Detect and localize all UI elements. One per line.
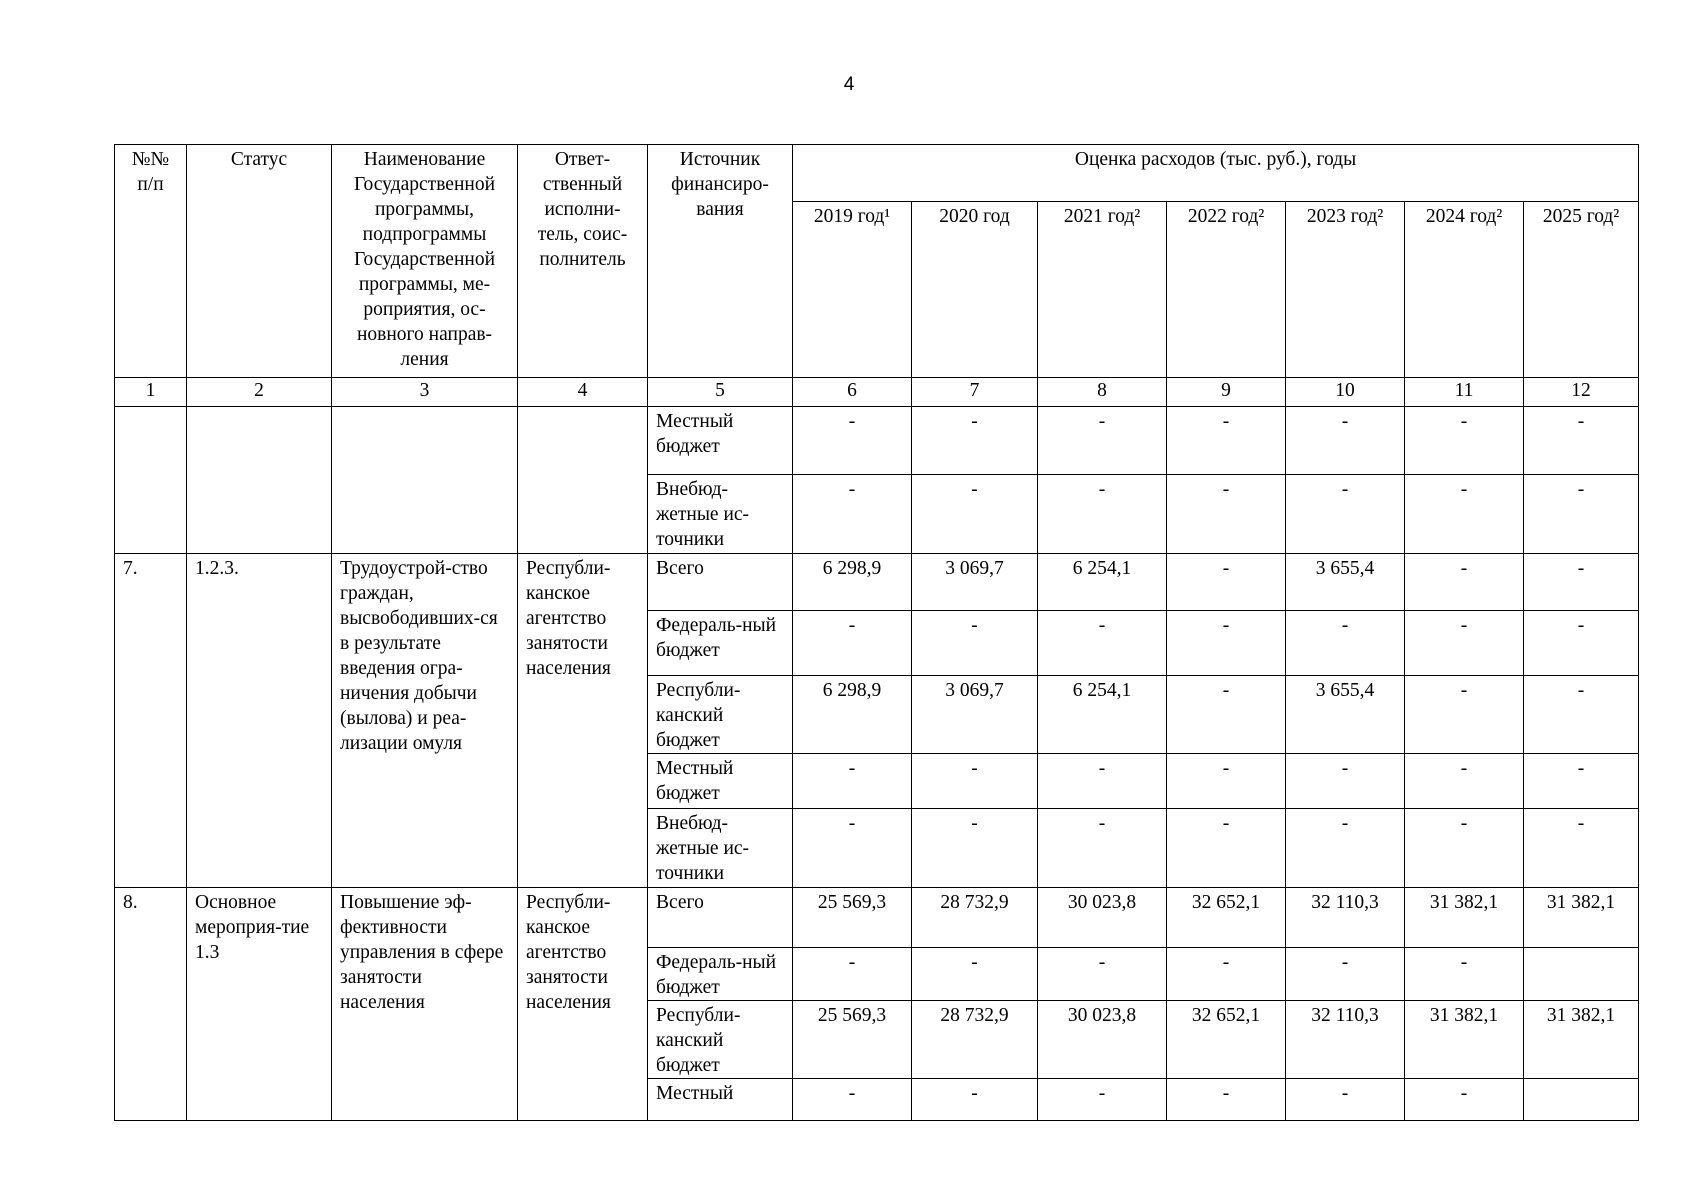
column-number: 12 — [1524, 378, 1639, 407]
value-cell: 25 569,3 — [793, 888, 912, 948]
value-cell: - — [1405, 948, 1524, 1001]
value-cell: 3 069,7 — [912, 554, 1038, 611]
funding-source: Республи-канский бюджет — [648, 676, 793, 754]
funding-source: Всего — [648, 888, 793, 948]
cell-empty — [332, 407, 518, 554]
value-cell: - — [793, 754, 912, 809]
value-cell: 31 382,1 — [1405, 888, 1524, 948]
value-cell: 3 655,4 — [1286, 554, 1405, 611]
value-cell: - — [793, 948, 912, 1001]
header-year: 2022 год² — [1167, 202, 1286, 378]
value-cell: - — [1038, 475, 1167, 554]
value-cell: 31 382,1 — [1524, 888, 1639, 948]
value-cell: 31 382,1 — [1405, 1001, 1524, 1079]
value-cell: 32 110,3 — [1286, 1001, 1405, 1079]
value-cell: 25 569,3 — [793, 1001, 912, 1079]
value-cell: - — [1405, 809, 1524, 888]
value-cell: 32 652,1 — [1167, 888, 1286, 948]
header-year: 2023 год² — [1286, 202, 1405, 378]
value-cell: - — [1405, 1079, 1524, 1121]
value-cell: - — [1167, 1079, 1286, 1121]
value-cell: - — [1167, 554, 1286, 611]
value-cell: - — [1405, 407, 1524, 475]
program-name: Повышение эф-фективности управления в сфере занятости населения — [332, 888, 518, 1121]
funding-source: Внебюд-жетные ис-точники — [648, 475, 793, 554]
responsible-executor: Республи-канское агентство занятости населения — [518, 554, 648, 888]
funding-source: Федераль-ный бюджет — [648, 611, 793, 676]
value-cell: 30 023,8 — [1038, 888, 1167, 948]
value-cell: 28 732,9 — [912, 888, 1038, 948]
value-cell: - — [912, 611, 1038, 676]
cell-empty — [518, 407, 648, 554]
column-number: 7 — [912, 378, 1038, 407]
value-cell: - — [1167, 611, 1286, 676]
header-year: 2020 год — [912, 202, 1038, 378]
funding-source: Местный бюджет — [648, 754, 793, 809]
value-cell: 31 382,1 — [1524, 1001, 1639, 1079]
value-cell: - — [912, 407, 1038, 475]
value-cell: - — [1286, 475, 1405, 554]
value-cell: - — [1167, 676, 1286, 754]
value-cell: 6 298,9 — [793, 554, 912, 611]
value-cell: - — [912, 754, 1038, 809]
column-number: 10 — [1286, 378, 1405, 407]
value-cell: - — [1038, 948, 1167, 1001]
column-number: 1 — [115, 378, 187, 407]
expense-table — [114, 144, 1639, 1121]
value-cell: 3 655,4 — [1286, 676, 1405, 754]
row-status: Основное мероприя-тие 1.3 — [187, 888, 332, 1121]
funding-source: Всего — [648, 554, 793, 611]
value-cell: - — [1405, 554, 1524, 611]
value-cell: - — [1286, 809, 1405, 888]
value-cell: - — [1167, 754, 1286, 809]
value-cell: - — [1286, 1079, 1405, 1121]
value-cell: - — [1405, 754, 1524, 809]
value-cell: - — [1167, 475, 1286, 554]
value-cell: 30 023,8 — [1038, 1001, 1167, 1079]
page-number: 4 — [843, 74, 855, 95]
column-number: 9 — [1167, 378, 1286, 407]
value-cell: - — [793, 1079, 912, 1121]
table-row — [115, 554, 1639, 611]
value-cell: - — [1524, 611, 1639, 676]
value-cell: - — [1038, 611, 1167, 676]
value-cell: - — [1286, 407, 1405, 475]
value-cell: - — [1405, 611, 1524, 676]
value-cell: - — [1524, 676, 1639, 754]
responsible-executor: Республи-канское агентство занятости населения — [518, 888, 648, 1121]
value-cell: - — [912, 809, 1038, 888]
value-cell: - — [912, 475, 1038, 554]
funding-source: Местный — [648, 1079, 793, 1121]
value-cell: 6 254,1 — [1038, 676, 1167, 754]
value-cell: - — [1524, 554, 1639, 611]
column-number: 6 — [793, 378, 912, 407]
value-cell: 6 298,9 — [793, 676, 912, 754]
value-cell: - — [793, 809, 912, 888]
value-cell: - — [1038, 754, 1167, 809]
value-cell: 3 069,7 — [912, 676, 1038, 754]
value-cell: - — [912, 1079, 1038, 1121]
funding-source: Внебюд-жетные ис-точники — [648, 809, 793, 888]
row-number: 8. — [115, 888, 187, 1121]
value-cell — [1524, 1079, 1639, 1121]
table-row — [115, 888, 1639, 948]
value-cell: - — [1524, 407, 1639, 475]
header-status: Статус — [187, 145, 332, 378]
value-cell: - — [1286, 611, 1405, 676]
value-cell: - — [1038, 809, 1167, 888]
value-cell: - — [1286, 754, 1405, 809]
value-cell: - — [1524, 754, 1639, 809]
value-cell: - — [1167, 948, 1286, 1001]
funding-source: Республи-канский бюджет — [648, 1001, 793, 1079]
value-cell: - — [1405, 676, 1524, 754]
cell-empty — [187, 407, 332, 554]
funding-source: Федераль-ный бюджет — [648, 948, 793, 1001]
table-row — [115, 407, 1639, 475]
value-cell: - — [1524, 809, 1639, 888]
value-cell: - — [1038, 407, 1167, 475]
value-cell — [1524, 948, 1639, 1001]
value-cell: 32 110,3 — [1286, 888, 1405, 948]
column-number: 8 — [1038, 378, 1167, 407]
column-number: 4 — [518, 378, 648, 407]
header-year: 2024 год² — [1405, 202, 1524, 378]
header-year: 2021 год² — [1038, 202, 1167, 378]
row-status: 1.2.3. — [187, 554, 332, 888]
program-name: Трудоустрой-ство граждан, высвободивших-ся в результате введения огра-ничения добычи (вылова) и реа-лизации омуля — [332, 554, 518, 888]
value-cell: - — [1167, 809, 1286, 888]
header-number: №№ п/п — [115, 145, 187, 378]
value-cell: 28 732,9 — [912, 1001, 1038, 1079]
value-cell: 6 254,1 — [1038, 554, 1167, 611]
cell-empty — [115, 407, 187, 554]
header-year: 2025 год² — [1524, 202, 1639, 378]
column-number: 11 — [1405, 378, 1524, 407]
header-funding-source: Источник финансиро-вания — [648, 145, 793, 378]
column-number: 3 — [332, 378, 518, 407]
value-cell: - — [1524, 475, 1639, 554]
value-cell: - — [1405, 475, 1524, 554]
value-cell: - — [1167, 407, 1286, 475]
funding-source: Местный бюджет — [648, 407, 793, 475]
value-cell: - — [1038, 1079, 1167, 1121]
column-number: 5 — [648, 378, 793, 407]
value-cell: - — [793, 407, 912, 475]
header-expense-group: Оценка расходов (тыс. руб.), годы — [793, 145, 1639, 202]
header-year: 2019 год¹ — [793, 202, 912, 378]
header-responsible: Ответ-ственный исполни-тель, соис-полнитель — [518, 145, 648, 378]
value-cell: - — [793, 611, 912, 676]
value-cell: - — [793, 475, 912, 554]
column-number: 2 — [187, 378, 332, 407]
row-number: 7. — [115, 554, 187, 888]
column-number-row — [115, 378, 1639, 407]
header-name: Наименование Государственной программы, подпрограммы Государственной программы, ме-роприятия, ос-новного направ-ления — [332, 145, 518, 378]
value-cell: 32 652,1 — [1167, 1001, 1286, 1079]
value-cell: - — [1286, 948, 1405, 1001]
value-cell: - — [912, 948, 1038, 1001]
